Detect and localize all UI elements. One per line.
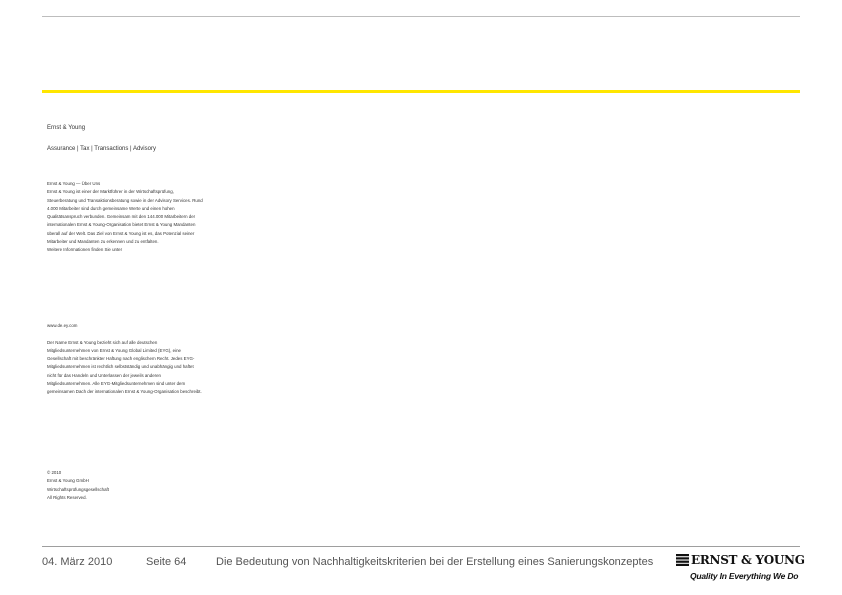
legal-line: Mitgliedsunternehmen ist rechtlich selbstständig und unabhängig und haftet [47,364,194,370]
copyright-notice [47,469,109,502]
copyright-line: Wirtschaftsprüfungsgesellschaft [47,486,109,492]
ernst-young-beam-icon [676,554,689,566]
footer-divider [42,546,800,547]
about-line: Ernst & Young — Über Uns [47,181,101,186]
footer-page-number: Seite 64 [146,556,187,568]
about-line: Mitarbeiter und Mandanten zu erkennen und zu entfalten. [47,239,159,245]
about-line: Qualitätsanspruch verbunden. Gemeinsam mit den 144.000 Mitarbeitern der [47,214,196,220]
service-lines: Assurance | Tax | Transactions | Advisory [47,146,156,152]
logo-wordmark: ERNST & YOUNG [691,553,805,567]
about-line: internationalen Ernst & Young-Organisation bietet Ernst & Young Mandanten [47,222,196,228]
about-us-text [47,180,203,255]
legal-line: gemeinsamen Dach der internationalen Ernst & Young-Organisation beschreibt. [47,389,202,395]
copyright-line: Ernst & Young GmbH [47,478,89,484]
footer-date: 04. März 2010 [42,556,113,568]
legal-line: Der Name Ernst & Young bezieht sich auf alle deutschen [47,339,158,345]
about-line: Weitere Informationen finden Sie unter [47,247,123,253]
ernst-young-logo [676,553,805,583]
about-line: 4.000 Mitarbeiter sind durch gemeinsame Werte und einen hohen [47,205,175,211]
website-link[interactable]: www.de.ey.com [47,323,78,328]
about-line: Ernst & Young ist einer der Marktführer in der Wirtschaftsprüfung, [47,189,174,195]
legal-line: Gesellschaft mit beschränkter Haftung nach englischem Recht. Jedes EYG- [47,356,195,362]
legal-line: Mitgliedsunternehmen. Alle EYG-Mitgliedsunternehmen sind unter dem [47,381,186,387]
top-divider [42,16,800,17]
legal-line: nicht für das Handeln und Unterlassen der jeweils anderen [47,372,161,378]
logo-tagline: Quality In Everything We Do [690,571,799,581]
legal-line: Mitgliedsunternehmen von Ernst & Young Global Limited (EYG), eine [47,347,181,353]
footer-document-title: Die Bedeutung von Nachhaltigkeitskriterien bei der Erstellung eines Sanierungskonzeptes [216,556,654,568]
legal-line [47,330,202,338]
about-line: Steuerberatung und Transaktionsberatung sowie in der Advisory Services. Rund [47,197,203,203]
copyright-line: © 2010 [47,470,62,475]
copyright-line: All Rights Reserved. [47,494,87,500]
legal-notice [47,322,202,397]
yellow-accent-bar [42,90,800,93]
about-line: überall auf der Welt. Das Ziel von Ernst & Young ist es, das Potenzial seiner [47,230,195,236]
company-name: Ernst & Young [47,125,86,131]
